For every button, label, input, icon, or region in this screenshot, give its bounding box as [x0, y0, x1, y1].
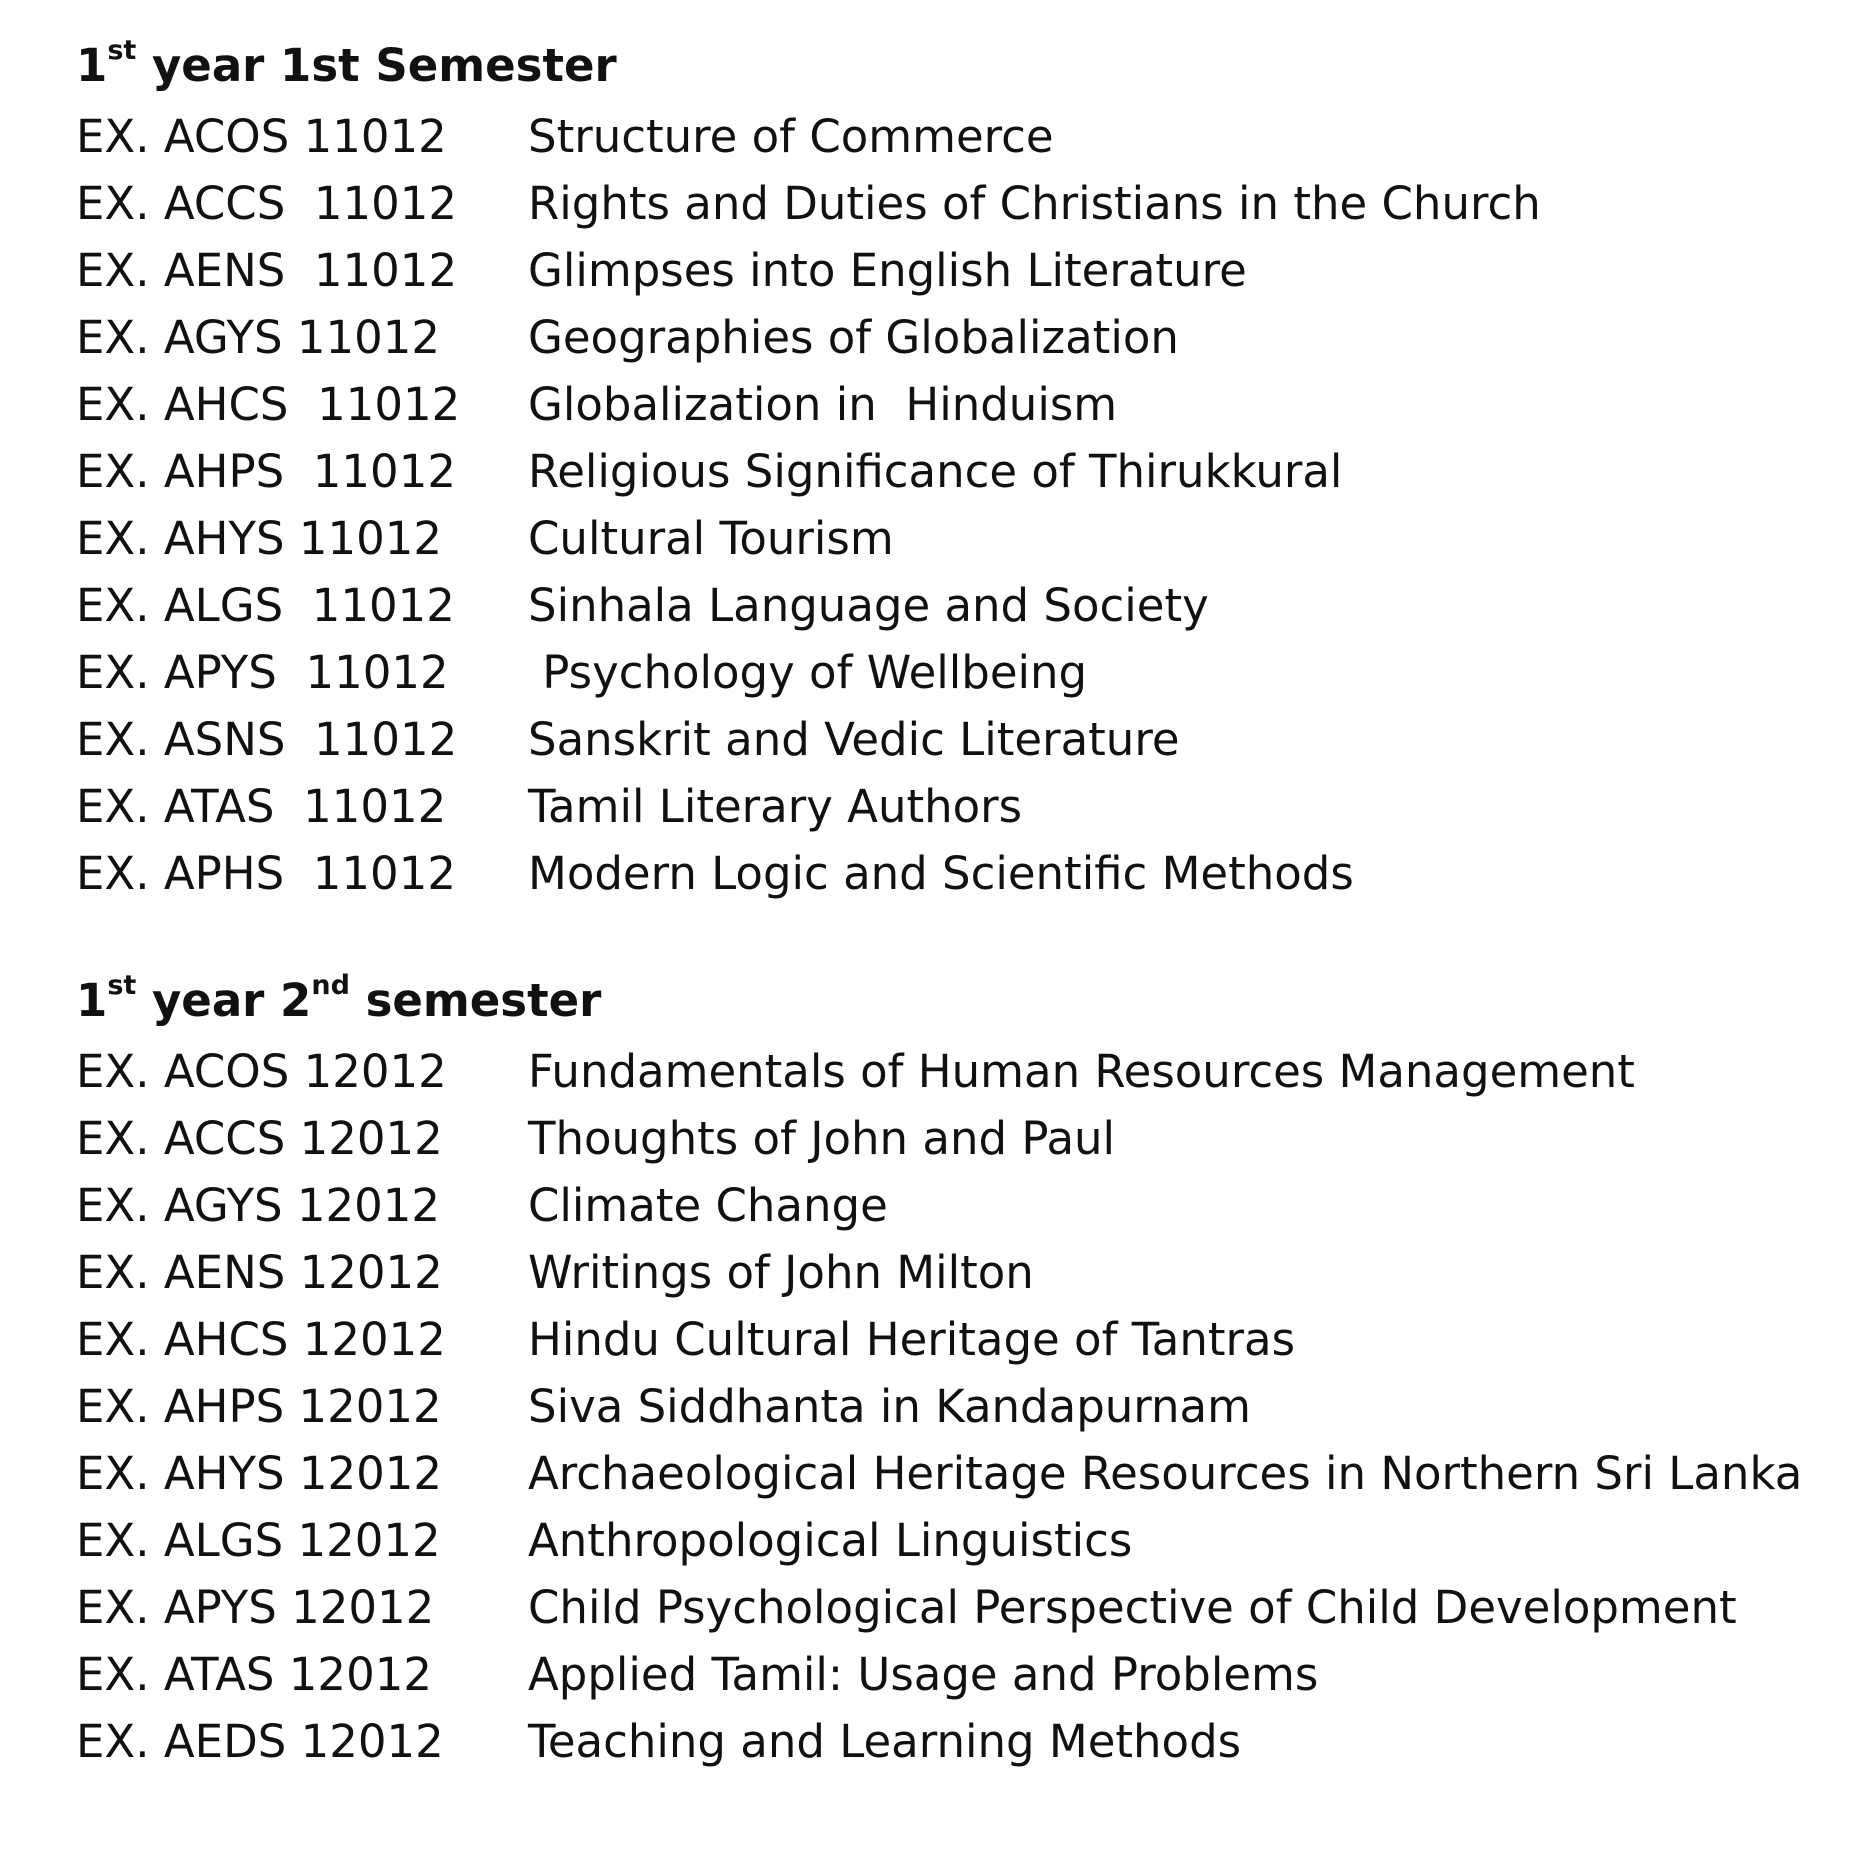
course-row [76, 1373, 1816, 1440]
course-title: Fundamentals of Human Resources Management [528, 1045, 1635, 1098]
course-code: EX. AHPS 12012 [76, 1380, 442, 1433]
course-row [76, 840, 1816, 907]
course-title: Glimpses into English Literature [528, 244, 1247, 297]
course-code: EX. ACCS 11012 [76, 177, 458, 230]
course-title: Teaching and Learning Methods [528, 1715, 1242, 1768]
heading-text-tail: semester [349, 974, 602, 1027]
semester-section-2 [76, 971, 1816, 1775]
course-row [76, 1507, 1816, 1574]
course-code: EX. ACOS 12012 [76, 1045, 447, 1098]
course-code: EX. AEDS 12012 [76, 1715, 444, 1768]
course-row [76, 304, 1816, 371]
heading-text: year 1st Semester [136, 39, 617, 92]
course-title: Psychology of Wellbeing [528, 646, 1088, 699]
heading-number: 1 [76, 974, 108, 1027]
course-row [76, 1105, 1816, 1172]
course-row [76, 1708, 1816, 1775]
course-row [76, 1574, 1816, 1641]
course-row [76, 1306, 1816, 1373]
course-row [76, 1440, 1816, 1507]
course-title: Structure of Commerce [528, 110, 1054, 163]
course-title: Writings of John Milton [528, 1246, 1034, 1299]
course-code: EX. AENS 12012 [76, 1246, 443, 1299]
course-code: EX. AENS 11012 [76, 244, 458, 297]
course-code: EX. AGYS 12012 [76, 1179, 440, 1232]
course-row [76, 639, 1816, 706]
course-row [76, 371, 1816, 438]
document-page [76, 36, 1816, 1775]
course-title: Geographies of Globalization [528, 311, 1179, 364]
heading-superscript: st [107, 970, 137, 1001]
heading-superscript: nd [311, 970, 350, 1001]
course-title: Thoughts of John and Paul [528, 1112, 1116, 1165]
course-title: Modern Logic and Scientific Methods [528, 847, 1354, 900]
course-row [76, 773, 1816, 840]
course-list [76, 1038, 1816, 1775]
course-row [76, 1172, 1816, 1239]
course-code: EX. APYS 11012 [76, 646, 449, 699]
course-title: Archaeological Heritage Resources in Northern Sri Lanka [528, 1447, 1803, 1500]
heading-number: 1 [76, 39, 108, 92]
semester-section-1 [76, 36, 1816, 907]
course-code: EX. AHPS 11012 [76, 445, 456, 498]
course-code: EX. AHYS 12012 [76, 1447, 442, 1500]
course-code: EX. ASNS 11012 [76, 713, 458, 766]
course-row [76, 505, 1816, 572]
section-heading [76, 971, 1816, 1038]
course-row [76, 438, 1816, 505]
course-code: EX. ALGS 11012 [76, 579, 455, 632]
course-code: EX. APHS 11012 [76, 847, 456, 900]
course-title: Climate Change [528, 1179, 888, 1232]
course-title: Applied Tamil: Usage and Problems [528, 1648, 1319, 1701]
course-code: EX. APYS 12012 [76, 1581, 435, 1634]
course-code: EX. AGYS 11012 [76, 311, 440, 364]
course-row [76, 237, 1816, 304]
course-title: Rights and Duties of Christians in the Church [528, 177, 1541, 230]
section-heading [76, 36, 1816, 103]
course-title: Globalization in Hinduism [528, 378, 1118, 431]
course-row [76, 1239, 1816, 1306]
course-code: EX. ACOS 11012 [76, 110, 447, 163]
course-title: Sinhala Language and Society [528, 579, 1209, 632]
course-list [76, 103, 1816, 907]
course-row [76, 103, 1816, 170]
course-code: EX. ALGS 12012 [76, 1514, 441, 1567]
course-title: Anthropological Linguistics [528, 1514, 1133, 1567]
course-code: EX. ATAS 11012 [76, 780, 447, 833]
course-row [76, 1641, 1816, 1708]
heading-text: year 2 [136, 974, 312, 1027]
course-code: EX. AHCS 11012 [76, 378, 461, 431]
course-row [76, 706, 1816, 773]
course-title: Religious Significance of Thirukkural [528, 445, 1343, 498]
course-title: Child Psychological Perspective of Child Development [528, 1581, 1737, 1634]
course-title: Siva Siddhanta in Kandapurnam [528, 1380, 1251, 1433]
course-code: EX. ATAS 12012 [76, 1648, 432, 1701]
course-code: EX. ACCS 12012 [76, 1112, 443, 1165]
course-row [76, 1038, 1816, 1105]
course-row [76, 170, 1816, 237]
course-title: Sanskrit and Vedic Literature [528, 713, 1180, 766]
course-code: EX. AHCS 12012 [76, 1313, 446, 1366]
course-title: Cultural Tourism [528, 512, 894, 565]
course-code: EX. AHYS 11012 [76, 512, 442, 565]
course-row [76, 572, 1816, 639]
heading-superscript: st [107, 35, 137, 66]
course-title: Hindu Cultural Heritage of Tantras [528, 1313, 1296, 1366]
course-title: Tamil Literary Authors [528, 780, 1023, 833]
